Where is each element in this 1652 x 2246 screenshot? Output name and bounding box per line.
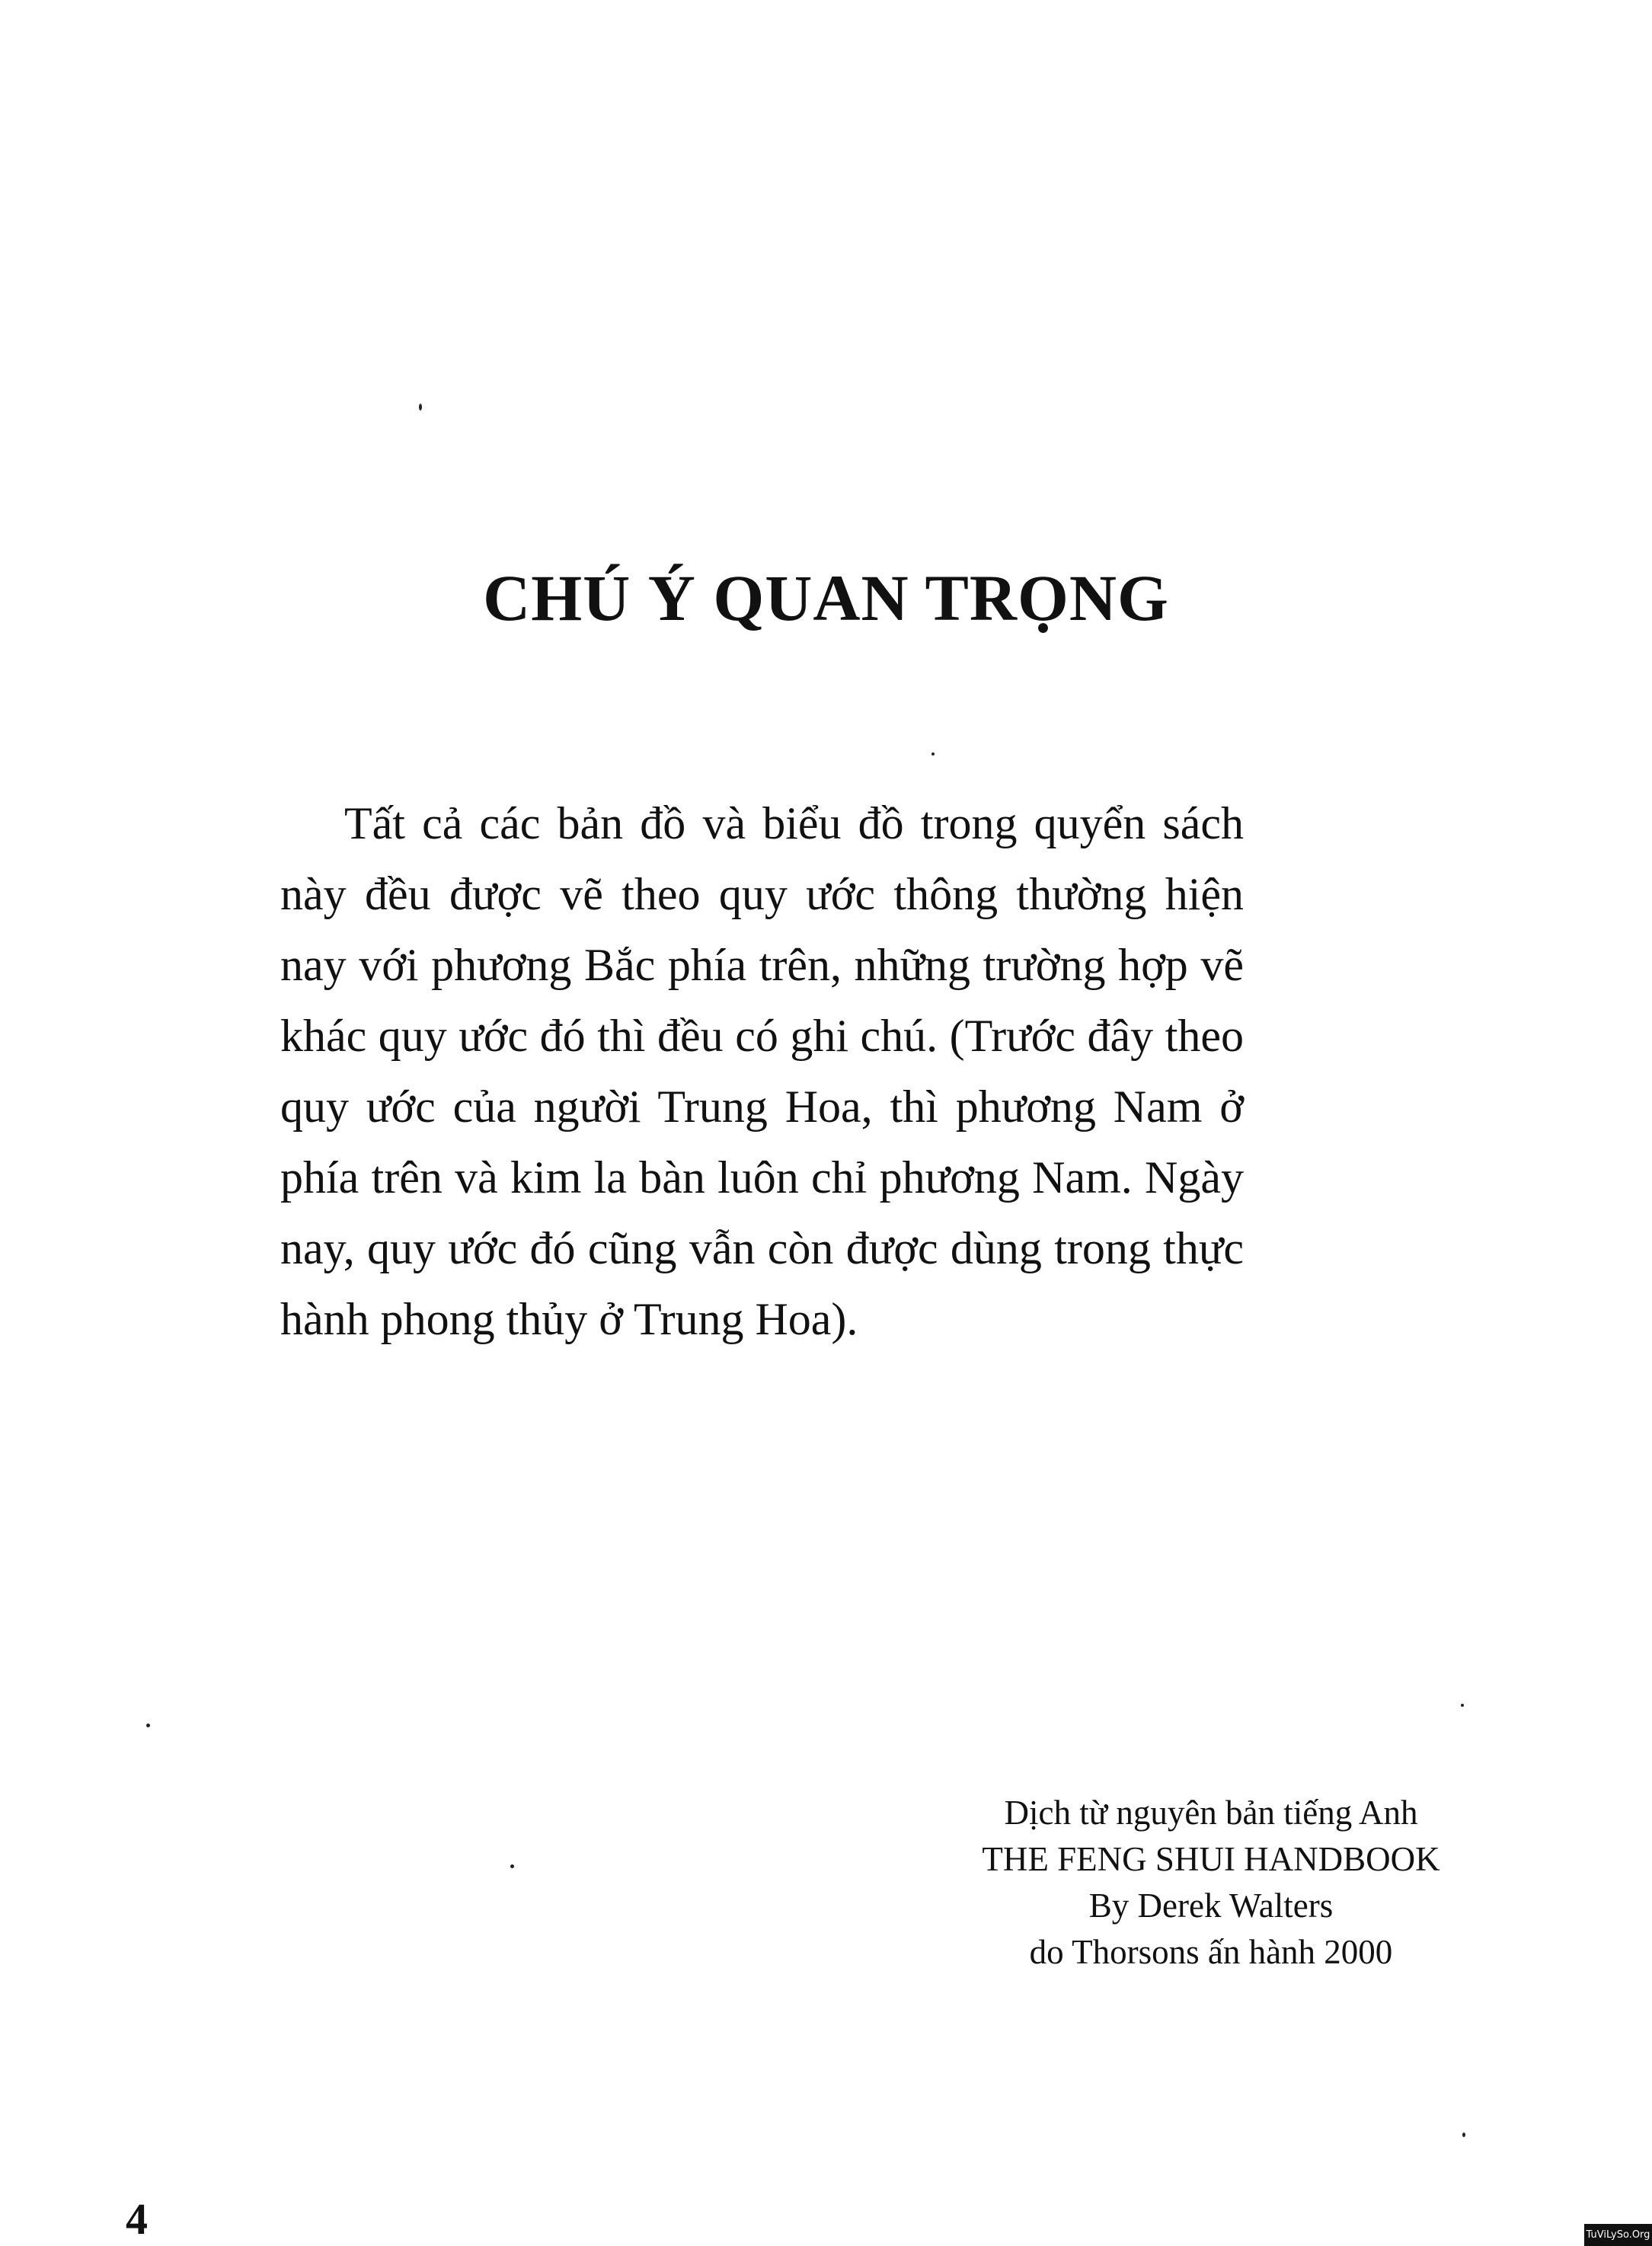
- page-title: CHÚ Ý QUAN TRỌNG: [483, 561, 1169, 634]
- credits-line-author: By Derek Walters: [1088, 1887, 1334, 1925]
- body-paragraph: Tất cả các bản đồ và biểu đồ trong quyển sách này đều được vẽ theo quy ước thông thường hiện nay với phương Bắc phía trên, những trường hợp vẽ khác quy ước đó thì đều có ghi chú. (Trước đây theo quy ước của người Trung Hoa, thì phương Nam ở phía trên và kim la bàn luôn chỉ phương Nam. Ngày nay, quy ước đó cũng vẫn còn được dùng trong thực hành phong thủy ở Trung Hoa).: [280, 798, 1244, 1344]
- scan-speck: [419, 404, 422, 411]
- scan-speck: [931, 752, 935, 756]
- credits-line-book-title: THE FENG SHUI HANDBOOK: [982, 1840, 1440, 1878]
- scan-speck: [146, 1724, 150, 1727]
- credits-line-publisher: do Thorsons ấn hành 2000: [1029, 1933, 1393, 1971]
- credits-line-source: Dịch từ nguyên bản tiếng Anh: [1004, 1794, 1418, 1832]
- watermark-stamp: TuViLySo.Org: [1584, 2224, 1652, 2246]
- page-number: 4: [126, 2194, 148, 2244]
- translation-credits: [922, 1790, 1500, 1976]
- scan-speck: [510, 1864, 514, 1868]
- scan-speck: [1462, 2133, 1465, 2137]
- scan-speck: [1461, 1704, 1464, 1707]
